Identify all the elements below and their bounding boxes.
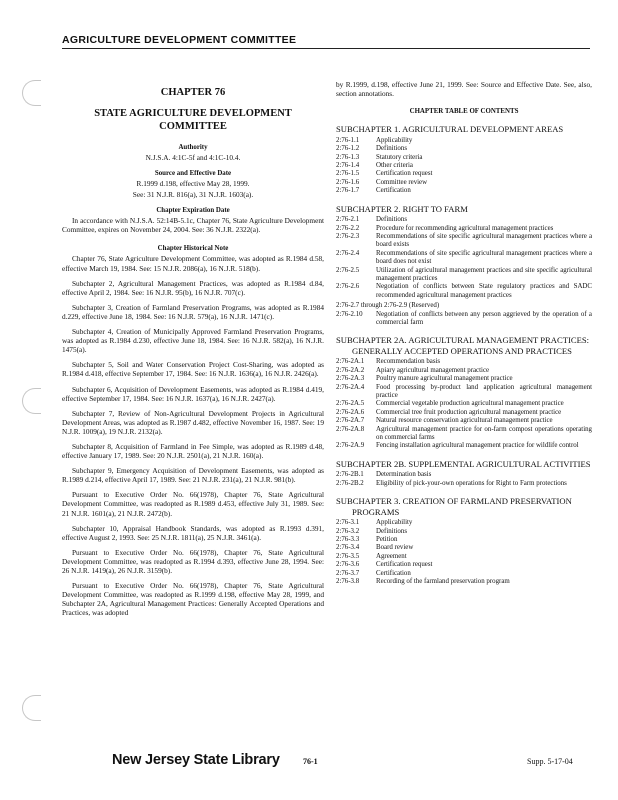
expiration-heading: Chapter Expiration Date <box>156 207 230 215</box>
section-title: Definitions <box>376 527 408 535</box>
section-number: 2:76-3.1 <box>336 519 360 527</box>
section-list <box>336 519 592 586</box>
toc-entry <box>336 170 592 178</box>
section-title: Eligibility of pick-your-own operations for Right to Farm protections <box>376 479 567 487</box>
section-number: 2:76-3.6 <box>336 561 360 569</box>
page-number: 76-1 <box>303 757 318 766</box>
section-number: 2:76-2.4 <box>336 249 360 257</box>
section-title: Certification request <box>376 170 433 178</box>
section-title: Commercial vegetable production agricultural management practice <box>376 400 564 408</box>
reserved-sections: 2:76-2.7 through 2:76-2.9 (Reserved) <box>336 302 440 310</box>
toc-entry <box>336 358 592 366</box>
history-notes <box>62 254 324 617</box>
section-title: Recommendations of site specific agricultural management practices where a board exists <box>376 232 592 249</box>
chapter-title: STATE AGRICULTURE DEVELOPMENT COMMITTEE <box>94 108 292 132</box>
source-line: See: 31 N.J.R. 816(a), 31 N.J.R. 1603(a). <box>132 190 254 200</box>
toc-entry <box>336 137 592 145</box>
section-list <box>336 471 592 488</box>
toc-entry <box>336 442 592 450</box>
section-list <box>336 311 592 328</box>
toc-entry <box>336 267 592 284</box>
section-number: 2:76-2A.9 <box>336 442 365 450</box>
section-title: Commercial tree fruit production agricultural management practice <box>376 408 562 416</box>
section-title: Statutory criteria <box>376 153 423 161</box>
toc-entry <box>336 187 592 195</box>
toc-entry <box>336 375 592 383</box>
section-number: 2:76-1.4 <box>336 162 360 169</box>
section-title: Agreement <box>376 552 407 560</box>
section-number: 2:76-2A.8 <box>336 425 365 433</box>
section-number: 2:76-2A.6 <box>336 408 365 416</box>
section-number: 2:76-2.3 <box>336 232 360 240</box>
history-paragraph: Subchapter 4, Creation of Municipally Approved Farmland Preservation Programs, was adopted as R.1984 d.230, effective June 18, 1984. See: 16 N.J.R. 582(a), 16 N.J.R. 1475(a). <box>62 327 324 355</box>
section-title: Procedure for recommending agricultural management practices <box>376 224 554 232</box>
section-number: 2:76-1.6 <box>336 178 360 186</box>
section-title: Negotiation of conflicts between any person aggrieved by the operation of a commercial farm <box>376 310 592 326</box>
section-title: Committee review <box>376 178 428 186</box>
section-number: 2:76-3.7 <box>336 569 360 577</box>
toc-entry <box>336 400 592 408</box>
history-continuation: by R.1999, d.198, effective June 21, 1999. See: Source and Effective Date. See, also, section annotations. <box>336 80 592 99</box>
section-number: 2:76-2B.1 <box>336 471 364 479</box>
toc-entry <box>336 480 592 488</box>
section-title: Certification <box>376 187 411 195</box>
source-line: R.1999 d.198, effective May 28, 1999. <box>136 179 250 189</box>
section-number: 2:76-3.5 <box>336 552 360 560</box>
toc-entry <box>336 553 592 561</box>
toc-entry <box>336 179 592 187</box>
toc-entry <box>336 561 592 569</box>
section-number: 2:76-2B.2 <box>336 479 364 487</box>
section-title: Food processing by-product land application agricultural management practice <box>376 383 592 400</box>
section-title: Natural resource conservation agricultural management practice <box>376 417 553 425</box>
section-number: 2:76-2A.2 <box>336 366 365 374</box>
section-number: 2:76-1.3 <box>336 153 360 161</box>
section-list <box>336 137 592 196</box>
library-logo: New Jersey State Library <box>112 752 280 768</box>
toc-entry <box>336 570 592 578</box>
subchapter-heading: SUBCHAPTER 2A. AGRICULTURAL MANAGEMENT PRACTICES: GENERALLY ACCEPTED OPERATIONS AND PRACTICES <box>336 335 589 356</box>
section-title: Definitions <box>376 216 408 224</box>
history-paragraph: Subchapter 8, Acquisition of Farmland in Fee Simple, was adopted as R.1989 d.48, effective January 17, 1989. See: 20 N.J.R. 2501(a), 21 N.J.R. 160(a). <box>62 441 324 461</box>
supplement-date: Supp. 5-17-04 <box>527 757 573 766</box>
subchapter-heading: SUBCHAPTER 2. RIGHT TO FARM <box>336 203 468 214</box>
section-number: 2:76-3.4 <box>336 544 360 552</box>
toc-entry <box>336 367 592 375</box>
section-title: Recording of the farmland preservation program <box>376 578 510 586</box>
history-paragraph: Subchapter 10, Appraisal Handbook Standards, was adopted as R.1993 d.391, effective August 2, 1993. See: 25 N.J.R. 1811(a), 25 N.J.R. 3461(a). <box>62 523 324 542</box>
section-title: Applicability <box>376 519 413 527</box>
toc-entry <box>336 311 592 328</box>
section-title: Apiary agricultural management practice <box>376 366 490 374</box>
toc-entry <box>336 417 592 425</box>
section-title: Board review <box>376 544 414 552</box>
toc-entry <box>336 384 592 401</box>
section-title: Poultry manure agricultural management practice <box>376 375 513 383</box>
history-paragraph: Subchapter 9, Emergency Acquisition of Development Easements, was adopted as R.1989 d.214, effective April 17, 1989. See: 21 N.J.R. 231(a), 21 N.J.R. 981(b). <box>62 466 324 485</box>
section-title: Recommendation basis <box>376 358 441 366</box>
history-paragraph: Chapter 76, State Agriculture Development Committee, was adopted as R.1984 d.58, effective March 19, 1984. See: 15 N.J.R. 2086(a), 16 N.J.R. 518(b). <box>62 254 324 273</box>
section-number: 2:76-2A.7 <box>336 417 365 425</box>
section-number: 2:76-1.1 <box>336 136 360 144</box>
section-list <box>336 216 592 300</box>
history-paragraph: Pursuant to Executive Order No. 66(1978), Chapter 76, State Agricultural Development Committee, was readopted as R.1999 d.198, effective May 28, 1999, and Subchapter 2A, Agricultural Management Practices: Generally Accepted Operations and Practices, was adopted <box>62 581 324 618</box>
history-paragraph: Pursuant to Executive Order No. 66(1978), Chapter 76, State Agricultural Development Committee, was readopted as R.1994 d.393, effective June 28, 1994. See: 26 N.J.R. 1419(a), 26 N.J.R. 3159(b). <box>62 547 324 575</box>
section-number: 2:76-2.2 <box>336 224 360 232</box>
authority-text: N.J.S.A. 4:1C-5f and 4:1C-10.4. <box>145 153 241 162</box>
history-paragraph: Subchapter 7, Review of Non-Agricultural Development Projects in Agricultural Development Areas, was adopted as R.1987 d.482, effective November 16, 1987. See: 19 N.J.R. 1009(a), 19 N.J.R. 2132(a). <box>62 408 324 436</box>
section-number: 2:76-2A.5 <box>336 400 365 408</box>
toc-entry <box>336 216 592 224</box>
section-number: 2:76-1.5 <box>336 170 360 178</box>
toc-entry <box>336 544 592 552</box>
toc-title: CHAPTER TABLE OF CONTENTS <box>409 108 519 116</box>
section-title: Applicability <box>376 136 413 144</box>
right-column <box>336 80 592 588</box>
section-title: Fencing installation agricultural management practice for wildlife control <box>376 442 579 450</box>
section-title: Negotiation of conflicts between State regulatory practices and SADC recommended agricultural management practices <box>376 283 592 299</box>
section-title: Definitions <box>376 145 408 153</box>
section-number: 2:76-3.2 <box>336 527 360 535</box>
punch-hole-mark <box>22 80 41 106</box>
toc-entry <box>336 145 592 153</box>
section-number: 2:76-2.1 <box>336 216 360 224</box>
punch-hole-mark <box>22 695 41 721</box>
toc-entry <box>336 225 592 233</box>
chapter-number: CHAPTER 76 <box>160 87 226 98</box>
toc-entry <box>336 162 592 170</box>
punch-hole-mark <box>22 388 41 414</box>
expiration-text: In accordance with N.J.S.A. 52:14B-5.1c, Chapter 76, State Agriculture Development Committee, expires on November 24, 2004. See: 36 N.J.R. 2322(a). <box>62 216 324 235</box>
header-rule <box>62 48 590 49</box>
section-title: Determination basis <box>376 471 432 479</box>
section-number: 2:76-2A.1 <box>336 358 365 366</box>
history-heading: Chapter Historical Note <box>157 245 229 253</box>
section-title: Petition <box>376 536 398 543</box>
toc-entry <box>336 536 592 544</box>
toc-entry <box>336 283 592 300</box>
history-paragraph: Subchapter 6, Acquisition of Development Easements, was adopted as R.1984 d.419, effective September 17, 1984. See: 16 N.J.R. 1637(a), 16 N.J.R. 2427(a). <box>62 384 324 403</box>
subchapter-heading: SUBCHAPTER 1. AGRICULTURAL DEVELOPMENT AREAS <box>336 124 564 135</box>
section-number: 2:76-1.7 <box>336 187 360 195</box>
section-title: Certification request <box>376 561 433 569</box>
toc-entry <box>336 154 592 162</box>
section-title: Agricultural management practice for on-farm compost operations operating on commercial farms <box>376 425 592 442</box>
section-number: 2:76-2.5 <box>336 266 360 274</box>
history-paragraph: Subchapter 5, Soil and Water Conservation Project Cost-Sharing, was adopted as R.1984 d.418, effective September 17, 1984. See: 16 N.J.R. 1636(a), 16 N.J.R. 2426(a). <box>62 360 324 379</box>
table-of-contents <box>336 124 592 586</box>
subchapter-heading: SUBCHAPTER 2B. SUPPLEMENTAL AGRICULTURAL ACTIVITIES <box>336 458 591 469</box>
section-title: Recommendations of site specific agricultural management practices where a board does not exist <box>376 249 592 266</box>
section-number: 2:76-3.8 <box>336 578 360 586</box>
toc-entry <box>336 519 592 527</box>
left-column <box>62 80 324 623</box>
toc-entry <box>336 471 592 479</box>
section-number: 2:76-1.2 <box>336 145 360 153</box>
section-number: 2:76-2.10 <box>336 310 363 318</box>
history-paragraph: Pursuant to Executive Order No. 66(1978), Chapter 76, State Agricultural Development Committee, was readopted as R.1989 d.453, effective July 31, 1989. See: 21 N.J.R. 1601(a), 21 N.J.R. 2472(b). <box>62 490 324 518</box>
toc-entry <box>336 409 592 417</box>
subchapter-heading: SUBCHAPTER 3. CREATION OF FARMLAND PRESERVATION PROGRAMS <box>336 496 572 517</box>
section-number: 2:76-3.3 <box>336 536 360 543</box>
section-list <box>336 358 592 450</box>
authority-heading: Authority <box>178 144 208 151</box>
source-heading: Source and Effective Date <box>154 170 232 178</box>
history-paragraph: Subchapter 2, Agricultural Management Practices, was adopted as R.1984 d.84, effective April 2, 1984. See: 16 N.J.R. 95(b), 16 N.J.R. 707(c). <box>62 278 324 297</box>
toc-entry <box>336 578 592 586</box>
running-head: AGRICULTURE DEVELOPMENT COMMITTEE <box>62 34 297 46</box>
toc-entry <box>336 528 592 536</box>
section-number: 2:76-2A.3 <box>336 375 365 383</box>
history-paragraph: Subchapter 3, Creation of Farmland Preservation Programs, was adopted as R.1984 d.229, effective June 18, 1984. See: 16 N.J.R. 579(a), 16 N.J.R. 1471(c). <box>62 302 324 321</box>
section-title: Other criteria <box>376 162 413 169</box>
section-number: 2:76-2A.4 <box>336 383 365 391</box>
toc-entry <box>336 426 592 443</box>
section-title: Certification <box>376 569 411 577</box>
section-number: 2:76-2.6 <box>336 283 360 291</box>
section-title: Utilization of agricultural management practices and site specific agricultural management practices <box>376 266 592 282</box>
toc-entry <box>336 233 592 250</box>
toc-entry <box>336 250 592 267</box>
